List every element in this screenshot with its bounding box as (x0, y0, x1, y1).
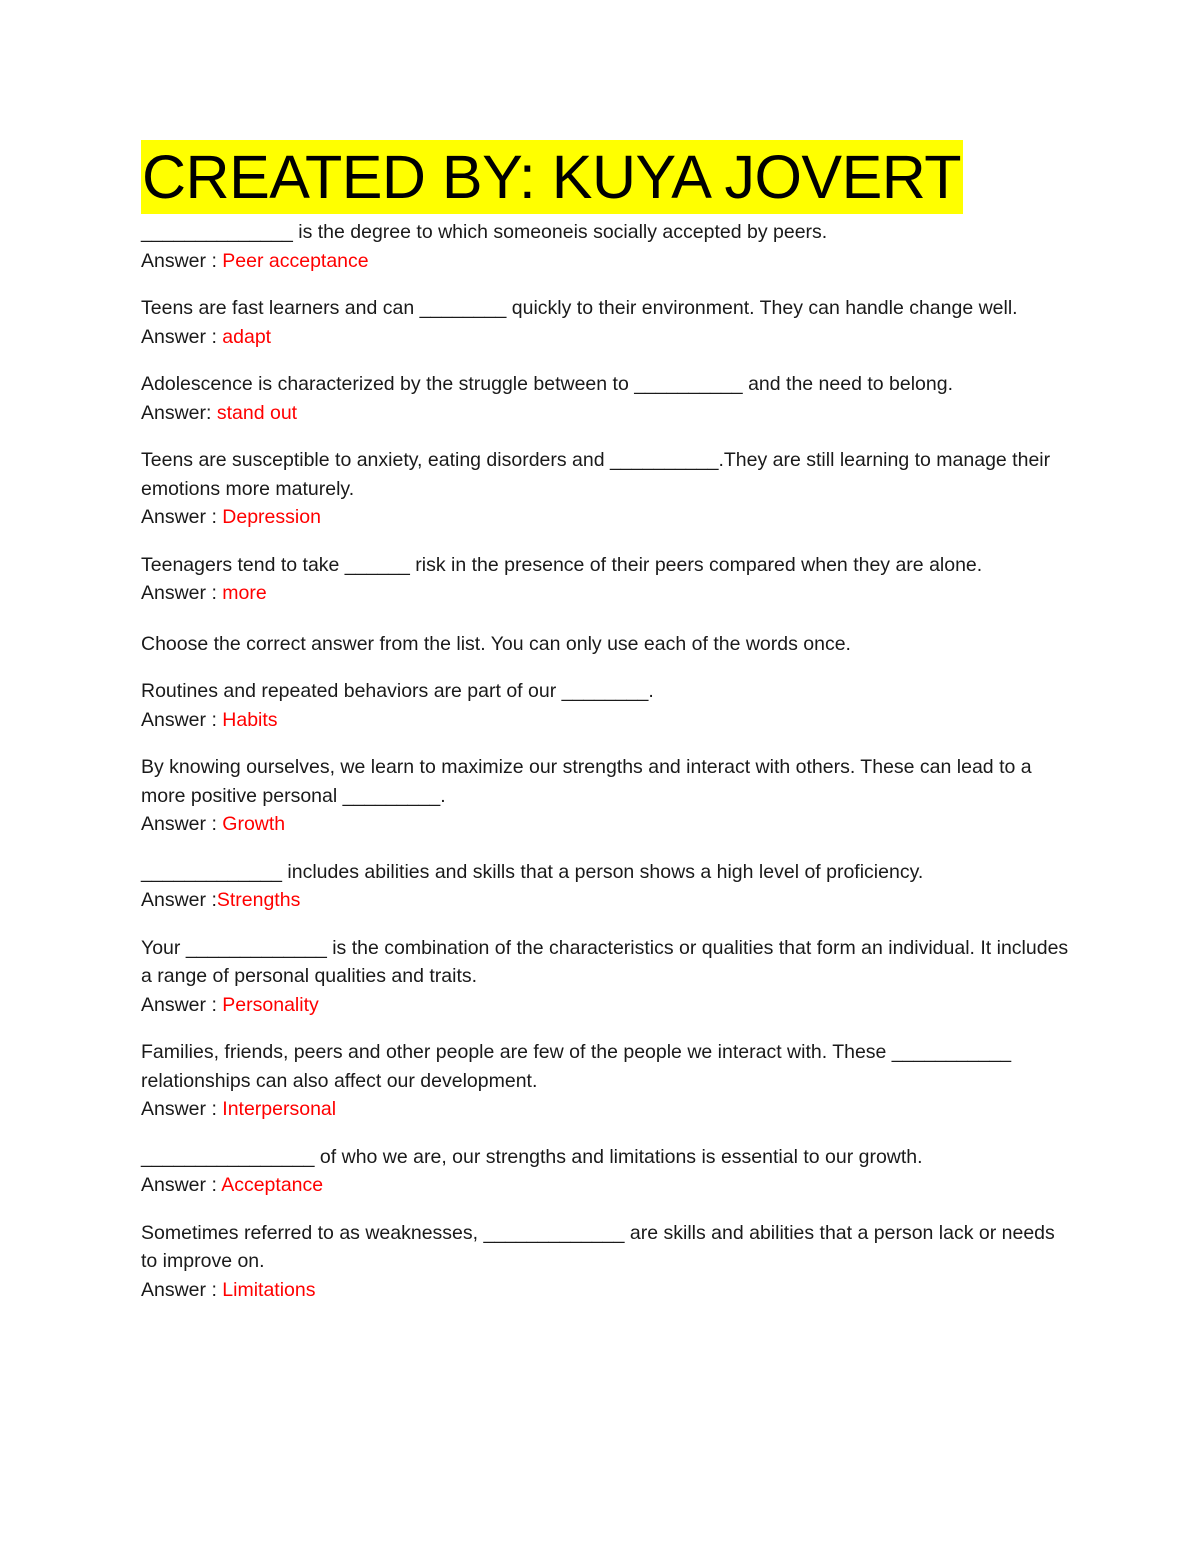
answer-label: Answer : (141, 1174, 222, 1196)
question-item (141, 370, 1071, 427)
question-item (141, 294, 1071, 351)
answer-line (141, 1276, 1071, 1305)
answer-value: Growth (222, 813, 286, 835)
question-text: Your _____________ is the combination of the characteristics or qualities that form an individual. It includes a range of personal qualities and traits. (141, 936, 1069, 987)
question-text: _____________ includes abilities and skills that a person shows a high level of proficiency. (141, 860, 924, 883)
answer-line (141, 886, 1071, 915)
question-item (141, 218, 1071, 275)
answer-line (141, 579, 1071, 608)
question-text: ________________ of who we are, our strengths and limitations is essential to our growth. (141, 1145, 923, 1168)
document-title: CREATED BY: KUYA JOVERT (141, 140, 963, 214)
question-item (141, 446, 1071, 532)
question-text: By knowing ourselves, we learn to maximize our strengths and interact with others. These can lead to a more positive personal _________. (141, 756, 1032, 807)
answer-label: Answer : (141, 813, 223, 835)
answer-label: Answer: (141, 401, 217, 424)
question-text: Families, friends, peers and other people are few of the people we interact with. These ___________ relationships can also affect our development. (141, 1041, 1012, 1092)
question-item (141, 753, 1071, 839)
answer-value: Peer acceptance (222, 249, 369, 272)
answer-line (141, 1095, 1071, 1124)
question-text: Teenagers tend to take ______ risk in the presence of their peers compared when they are alone. (141, 553, 983, 576)
answer-label: Answer : (141, 889, 217, 911)
answer-line (141, 323, 1071, 352)
question-text: Adolescence is characterized by the struggle between to __________ and the need to belong. (141, 373, 954, 395)
answer-value: Depression (222, 506, 321, 528)
question-text: ______________ is the degree to which someoneis socially accepted by peers. (141, 221, 828, 243)
answer-label: Answer : (141, 1278, 223, 1301)
question-item (141, 934, 1071, 1020)
answer-line (141, 810, 1071, 839)
answer-value: stand out (216, 401, 298, 424)
question-item (141, 1038, 1071, 1124)
answer-label: Answer : (141, 325, 223, 348)
answer-value: Strengths (216, 889, 301, 911)
answer-line (141, 706, 1071, 735)
question-text: Teens are fast learners and can ________ quickly to their environment. They can handle change well. (141, 297, 1018, 319)
answer-line (141, 1171, 1071, 1200)
answer-value: Acceptance (221, 1174, 324, 1196)
answer-value: Personality (222, 993, 319, 1016)
answer-label: Answer : (141, 582, 223, 604)
answer-value: Habits (222, 708, 278, 731)
answer-line (141, 247, 1071, 276)
instruction-text: Choose the correct answer from the list. You can only use each of the words once. (141, 632, 851, 655)
answer-label: Answer : (141, 506, 223, 528)
answer-line (141, 503, 1071, 532)
answer-label: Answer : (141, 1098, 223, 1120)
question-item (141, 551, 1071, 608)
answer-value: adapt (222, 325, 272, 348)
answer-label: Answer : (141, 249, 223, 272)
question-item (141, 858, 1071, 915)
answer-value: Interpersonal (222, 1098, 337, 1120)
answer-line (141, 991, 1071, 1020)
question-item (141, 1219, 1071, 1305)
question-item (141, 677, 1071, 734)
answer-line (141, 399, 1071, 428)
question-text: Teens are susceptible to anxiety, eating disorders and __________.They are still learning to manage their emotions more maturely. (141, 449, 1051, 500)
question-item (141, 1143, 1071, 1200)
answer-label: Answer : (141, 993, 223, 1016)
answer-label: Answer : (141, 708, 223, 731)
answer-value: more (222, 582, 267, 604)
answer-value: Limitations (222, 1278, 316, 1301)
question-text: Sometimes referred to as weaknesses, _____________ are skills and abilities that a person lack or needs to improve on. (141, 1221, 1055, 1272)
document-content (141, 140, 1071, 1323)
question-text: Routines and repeated behaviors are part of our ________. (141, 680, 654, 702)
